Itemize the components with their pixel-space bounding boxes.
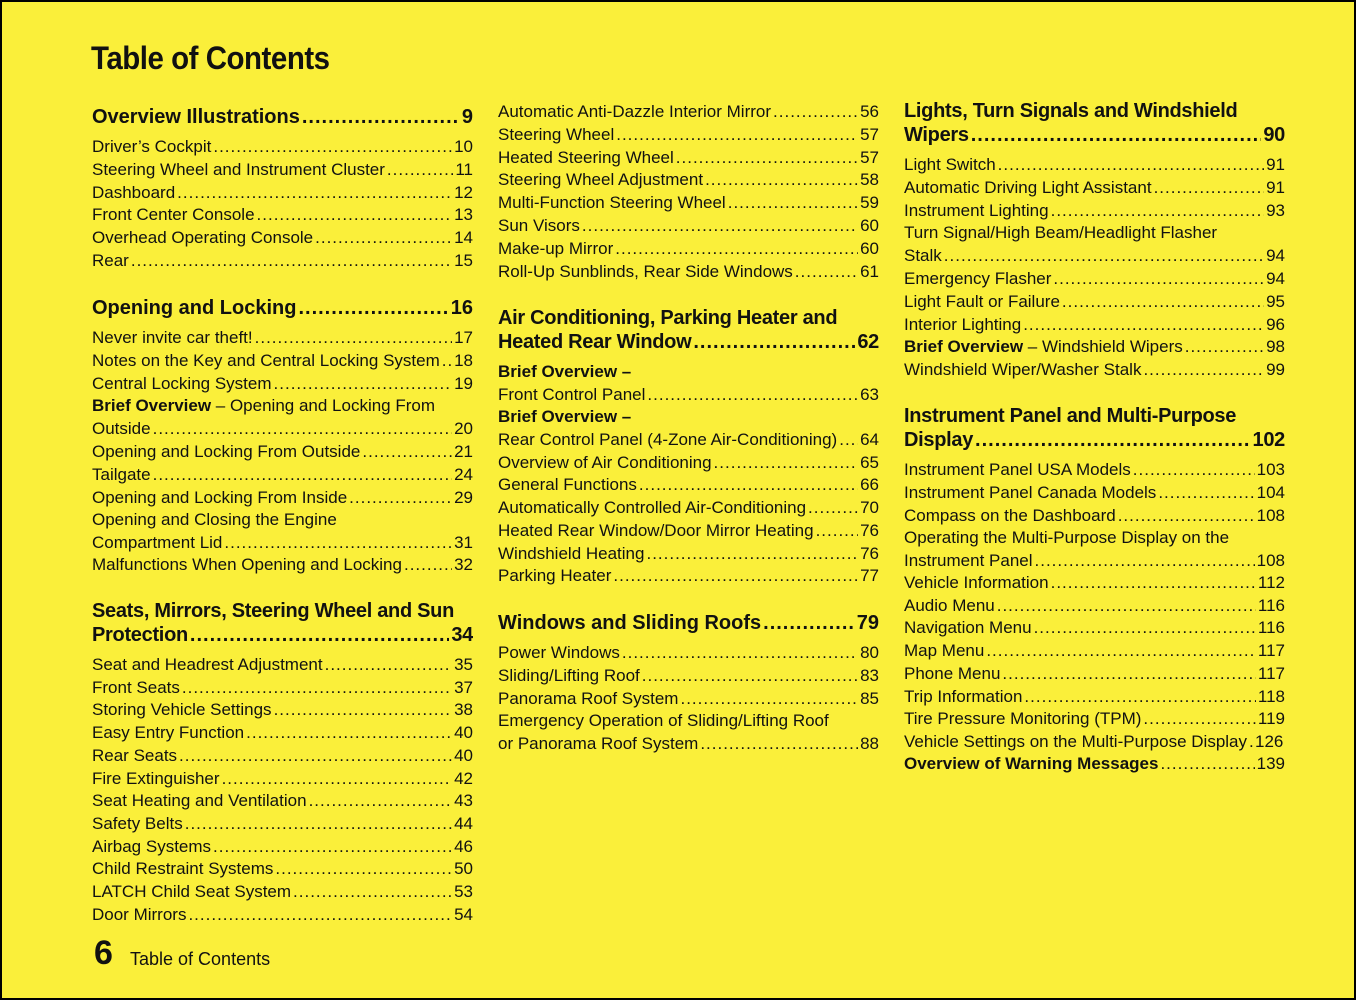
document-page [2, 2, 1354, 998]
toc-entry[interactable]: Instrument Lighting ..... 93 [904, 200, 1285, 222]
toc-entry[interactable]: Steering Wheel Adjustment ..... 58 [498, 169, 879, 191]
section-windows-roofs[interactable]: Windows and Sliding Roofs ..... 79 [498, 611, 879, 635]
toc-entry[interactable]: Dashboard ..... 12 [92, 182, 473, 204]
toc-entry[interactable]: Safety Belts ..... 44 [92, 813, 473, 835]
toc-entry[interactable]: Instrument Panel ..... 108 [904, 550, 1285, 572]
page-title: Table of Contents [91, 40, 330, 76]
toc-entry[interactable]: Vehicle Information ..... 112 [904, 572, 1285, 594]
toc-entry[interactable]: or Panorama Roof System ..... 88 [498, 733, 879, 755]
toc-entry[interactable]: Windshield Heating ..... 76 [498, 543, 879, 565]
toc-entry[interactable]: Never invite car theft! ..... 17 [92, 327, 473, 349]
brief-overview-opening[interactable]: Brief Overview – Opening and Locking From [92, 396, 436, 415]
toc-entry[interactable]: Automatically Controlled Air-Conditioning ..... 70 [498, 497, 879, 519]
toc-entry[interactable]: Overhead Operating Console ..... 14 [92, 227, 473, 249]
toc-entry[interactable]: Tire Pressure Monitoring (TPM) ..... 119 [904, 708, 1285, 730]
toc-entry[interactable]: Opening and Locking From Outside ..... 21 [92, 441, 473, 463]
section-air-conditioning[interactable]: Air Conditioning, Parking Heater and Heated Rear Window ..... 62 [498, 307, 879, 354]
toc-entry[interactable]: Stalk ..... 94 [904, 245, 1285, 267]
toc-entry[interactable]: Steering Wheel and Instrument Cluster ..... 11 [92, 159, 473, 181]
toc-entry[interactable]: Overview of Air Conditioning ..... 65 [498, 452, 879, 474]
page-number: 6 [94, 934, 113, 972]
toc-entry[interactable]: Rear Seats ..... 40 [92, 745, 473, 767]
toc-entry[interactable]: Trip Information ..... 118 [904, 686, 1285, 708]
toc-entry[interactable]: Opening and Locking From Inside ..... 29 [92, 487, 473, 509]
toc-entry[interactable]: Make-up Mirror ..... 60 [498, 238, 879, 260]
brief-overview-rear[interactable]: Brief Overview – [498, 407, 632, 426]
section-overview-illustrations[interactable]: Overview Illustrations ..... 9 [92, 105, 473, 129]
toc-entry[interactable]: Windshield Wiper/Washer Stalk ..... 99 [904, 359, 1285, 381]
toc-entry[interactable]: Notes on the Key and Central Locking System ..... 18 [92, 350, 473, 372]
toc-entry[interactable]: Outside ..... 20 [92, 418, 473, 440]
toc-entry[interactable]: Audio Menu ..... 116 [904, 595, 1285, 617]
toc-entry[interactable]: Sliding/Lifting Roof ..... 83 [498, 665, 879, 687]
toc-entry[interactable]: Steering Wheel ..... 57 [498, 124, 879, 146]
toc-entry[interactable]: Emergency Flasher ..... 94 [904, 268, 1285, 290]
toc-entry[interactable]: Heated Steering Wheel ..... 57 [498, 147, 879, 169]
toc-entry[interactable]: Light Switch ..... 91 [904, 154, 1285, 176]
brief-overview-wipers[interactable]: Brief Overview – Windshield Wipers ..... 98 [904, 336, 1285, 358]
toc-entry[interactable]: Fire Extinguisher ..... 42 [92, 768, 473, 790]
toc-entry[interactable]: Central Locking System ..... 19 [92, 373, 473, 395]
toc-entry[interactable]: Automatic Driving Light Assistant ..... 91 [904, 177, 1285, 199]
turn-signal-entry[interactable]: Turn Signal/High Beam/Headlight Flasher [904, 223, 1218, 242]
toc-entry[interactable]: Instrument Panel Canada Models ..... 104 [904, 482, 1285, 504]
toc-entry[interactable]: Front Seats ..... 37 [92, 677, 473, 699]
toc-entry[interactable]: Malfunctions When Opening and Locking ..... 32 [92, 554, 473, 576]
toc-entry[interactable]: Easy Entry Function ..... 40 [92, 722, 473, 744]
toc-entry[interactable]: Seat and Headrest Adjustment ..... 35 [92, 654, 473, 676]
section-seats-mirrors[interactable]: Seats, Mirrors, Steering Wheel and Sun Protection ..... 34 [92, 600, 473, 647]
toc-entry[interactable]: Automatic Anti-Dazzle Interior Mirror ..... 56 [498, 101, 879, 123]
toc-entry[interactable]: Power Windows ..... 80 [498, 642, 879, 664]
toc-entry[interactable]: Airbag Systems ..... 46 [92, 836, 473, 858]
toc-entry[interactable]: Roll-Up Sunblinds, Rear Side Windows ..... 61 [498, 261, 879, 283]
toc-entry[interactable]: Phone Menu ..... 117 [904, 663, 1285, 685]
toc-entry[interactable]: General Functions ..... 66 [498, 474, 879, 496]
toc-entry[interactable]: Parking Heater ..... 77 [498, 565, 879, 587]
toc-entry[interactable]: Sun Visors ..... 60 [498, 215, 879, 237]
toc-entry[interactable]: Instrument Panel USA Models ..... 103 [904, 459, 1285, 481]
toc-entry[interactable]: Child Restraint Systems ..... 50 [92, 858, 473, 880]
footer-label: Table of Contents [130, 949, 271, 969]
toc-entry[interactable]: Driver’s Cockpit ..... 10 [92, 136, 473, 158]
toc-entry[interactable]: Rear ..... 15 [92, 250, 473, 272]
toc-entry[interactable]: Tailgate ..... 24 [92, 464, 473, 486]
emergency-roof-entry[interactable]: Emergency Operation of Sliding/Lifting Roof [498, 711, 829, 730]
section-opening-locking[interactable]: Opening and Locking ..... 16 [92, 296, 473, 320]
toc-entry[interactable]: Storing Vehicle Settings ..... 38 [92, 699, 473, 721]
toc-entry[interactable]: Interior Lighting ..... 96 [904, 314, 1285, 336]
toc-entry[interactable]: Heated Rear Window/Door Mirror Heating ..... 76 [498, 520, 879, 542]
toc-entry[interactable]: LATCH Child Seat System ..... 53 [92, 881, 473, 903]
toc-entry-warnings[interactable]: Overview of Warning Messages ..... 139 [904, 753, 1285, 775]
toc-entry[interactable]: Compartment Lid ..... 31 [92, 532, 473, 554]
engine-lid-entry[interactable]: Opening and Closing the Engine [92, 510, 337, 529]
toc-entry[interactable]: Multi-Function Steering Wheel ..... 59 [498, 192, 879, 214]
toc-entry[interactable]: Seat Heating and Ventilation ..... 43 [92, 790, 473, 812]
toc-entry[interactable]: Panorama Roof System ..... 85 [498, 688, 879, 710]
toc-entry[interactable]: Front Control Panel ..... 63 [498, 384, 879, 406]
toc-entry[interactable]: Navigation Menu ..... 116 [904, 617, 1285, 639]
brief-overview-front[interactable]: Brief Overview – [498, 362, 632, 381]
section-lights-wipers[interactable]: Lights, Turn Signals and Windshield Wipers ..... 90 [904, 100, 1285, 147]
toc-entry[interactable]: Rear Control Panel (4-Zone Air-Conditioning) ..... 64 [498, 429, 879, 451]
toc-entry[interactable]: Compass on the Dashboard ..... 108 [904, 505, 1285, 527]
toc-entry[interactable]: Vehicle Settings on the Multi-Purpose Display ..... 126 [904, 731, 1285, 753]
toc-entry[interactable]: Door Mirrors ..... 54 [92, 904, 473, 926]
toc-entry[interactable]: Front Center Console ..... 13 [92, 204, 473, 226]
operating-display-entry[interactable]: Operating the Multi-Purpose Display on the [904, 528, 1230, 547]
toc-entry[interactable]: Light Fault or Failure ..... 95 [904, 291, 1285, 313]
section-instrument-panel[interactable]: Instrument Panel and Multi-Purpose Display ..... 102 [904, 405, 1285, 452]
toc-entry[interactable]: Map Menu ..... 117 [904, 640, 1285, 662]
